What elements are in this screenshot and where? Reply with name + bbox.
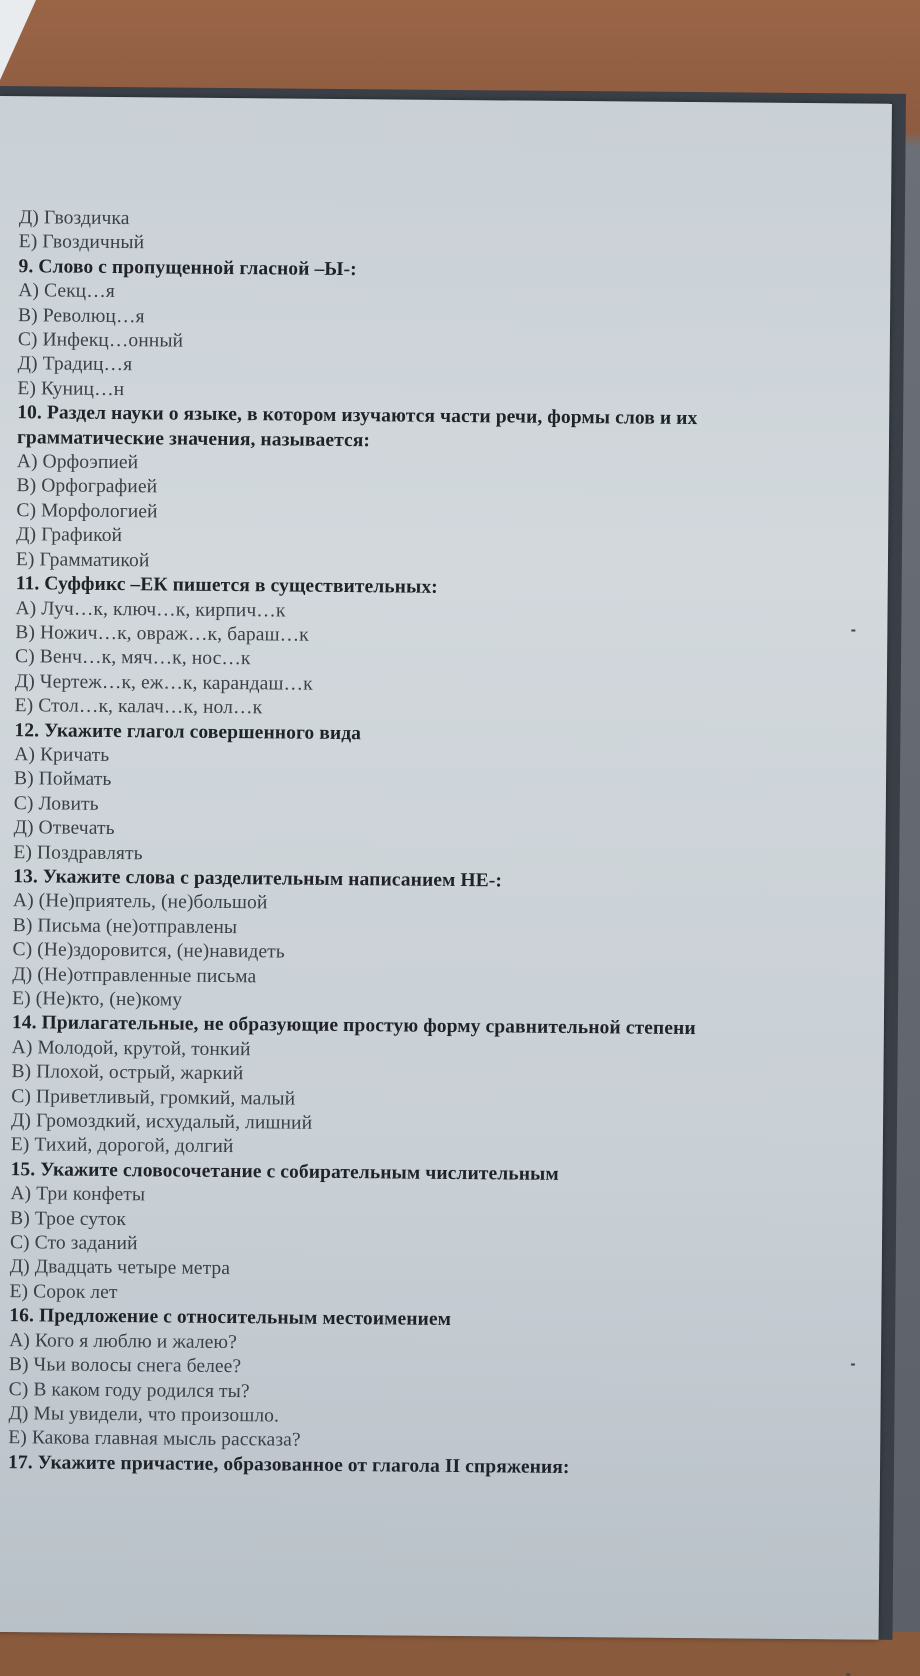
answer-option: Д) Чертеж…к, еж…к, карандаш…к (14, 670, 313, 695)
answer-option: С) Ловить (13, 792, 99, 815)
pen-mark (851, 1363, 855, 1365)
answer-option: С) (Не)здоровится, (не)навидеть (12, 939, 285, 963)
answer-option: С) Приветливый, громкий, малый (11, 1085, 296, 1110)
answer-option: А) Луч…к, ключ…к, кирпич…к (15, 597, 286, 622)
answer-option: В) Плохой, острый, жаркий (11, 1061, 244, 1085)
answer-option: В) Ножич…к, овраж…к, бараш…к (15, 622, 309, 646)
answer-option: С) Сто заданий (9, 1232, 138, 1255)
answer-option: Д) Двадцать четыре метра (9, 1256, 231, 1280)
answer-option: Е) Гвоздичный (18, 231, 145, 254)
answer-option: В) Поймать (13, 768, 112, 791)
answer-option: Д) Громоздкий, исхудалый, лишний (10, 1110, 313, 1134)
pen-mark (846, 1673, 850, 1675)
answer-option: Е) Какова главная мысль рассказа? (8, 1427, 301, 1451)
answer-option: С) Морфологией (16, 500, 158, 523)
question-text: 16. Предложение с относительным местоимением (9, 1305, 452, 1331)
answer-option: А) Три конфеты (10, 1183, 146, 1206)
answer-option: Д) Отвечать (13, 817, 115, 840)
question-text: 12. Укажите глагол совершенного вида (14, 719, 362, 744)
answer-option: А) Орфоэпией (16, 451, 139, 474)
answer-option: Д) (Не)отправленные письма (12, 963, 257, 987)
answer-option: Е) Стол…к, калач…к, нол…к (14, 695, 263, 719)
answer-option: Е) Поздравлять (13, 841, 143, 864)
answer-option: В) Революц…я (17, 304, 145, 327)
question-text: 15. Укажите словосочетание с собирательным числительным (10, 1158, 559, 1185)
page-content (8, 206, 879, 1483)
answer-option: В) Орфографией (16, 475, 158, 498)
test-page (0, 96, 892, 1640)
answer-option: Д) Гвоздичка (18, 207, 130, 230)
answer-option: А) Молодой, крутой, тонкий (11, 1036, 251, 1061)
question-text: 13. Укажите слова с разделительным написанием НЕ-: (13, 866, 503, 892)
answer-option: А) (Не)приятель, (не)большой (12, 890, 268, 914)
answer-option: Е) Тихий, дорогой, долгий (10, 1134, 234, 1158)
answer-option: Е) (Не)кто, (не)кому (12, 988, 183, 1011)
answer-option: А) Секц…я (18, 280, 116, 303)
answer-option: Е) Грамматикой (15, 548, 150, 572)
answer-option: Д) Мы увидели, что произошло. (8, 1403, 280, 1427)
answer-option: С) Венч…к, мяч…к, нос…к (15, 646, 251, 670)
answer-option: Д) Графикой (16, 524, 123, 547)
answer-option: Е) Сорок лет (9, 1281, 118, 1303)
answer-option: Е) Куниц…н (17, 378, 125, 400)
question-text: 17. Укажите причастие, образованное от глагола II спряжения: (7, 1451, 570, 1478)
question-text: 10. Раздел науки о языке, в котором изучаются части речи, формы слов и их (17, 402, 698, 430)
pen-mark (851, 629, 855, 631)
answer-option: В) Трое суток (10, 1207, 127, 1230)
answer-option: С) Инфекц…онный (17, 329, 184, 352)
answer-option: С) В каком году родился ты? (8, 1378, 250, 1402)
question-text: 9. Слово с пропущенной гласной –Ы-: (18, 255, 357, 280)
question-text: грамматические значения, называется: (16, 426, 371, 451)
question-text: 11. Суффикс –ЕК пишется в существительных: (15, 573, 438, 598)
answer-option: В) Письма (не)отправлены (12, 914, 238, 938)
answer-option: А) Кого я люблю и жалею? (9, 1329, 237, 1353)
answer-option: А) Кричать (14, 744, 110, 766)
answer-option: Д) Традиц…я (17, 353, 133, 376)
answer-option: В) Чьи волосы снега белее? (8, 1354, 242, 1378)
question-text: 14. Прилагательные, не образующие простую форму сравнительной степени (11, 1012, 696, 1040)
